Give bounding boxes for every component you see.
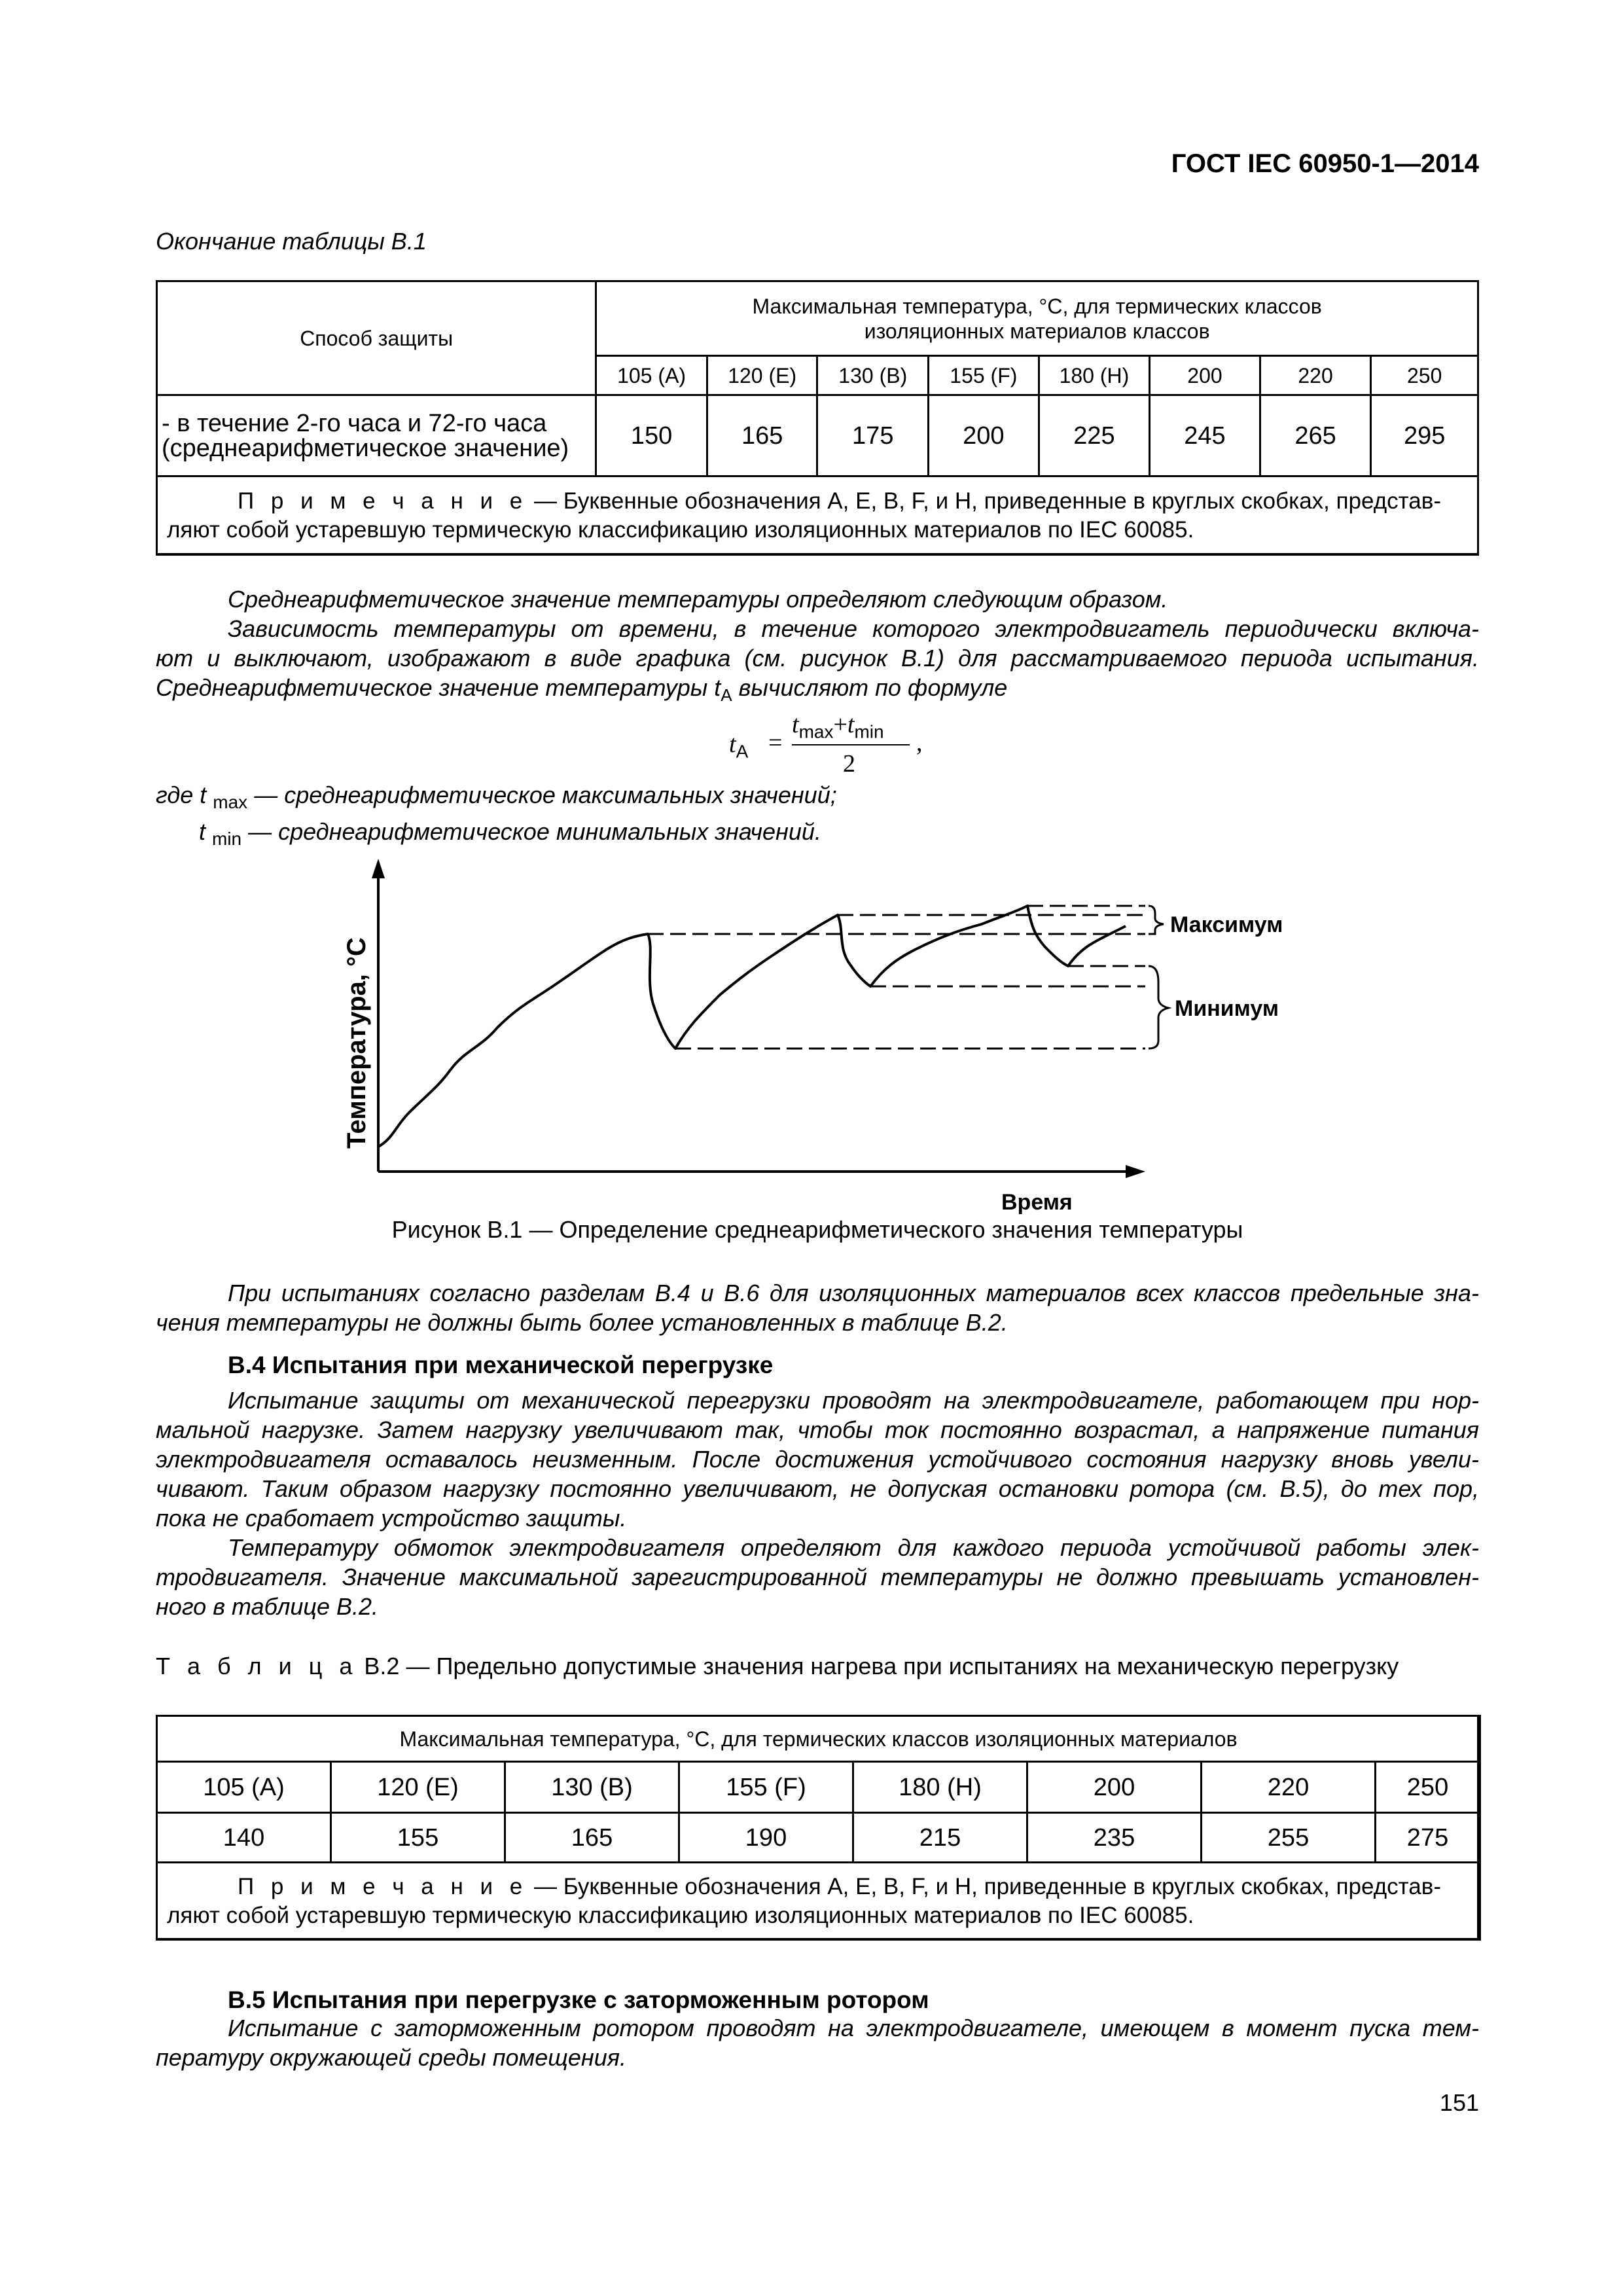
table-b1-note: П р и м е ч а н и е — Буквенные обозначения A, E, B, F, и H, приведенные в круглых скобках, представ- ляют собой устаревшую термическую классификацию изоляционных материалов по IEC 60085.	[157, 476, 1478, 555]
table-b2-class-cell: 105 (A)	[157, 1762, 331, 1813]
table-b1-value-cell: 225	[1039, 395, 1150, 476]
figure-b1-temperature-graph	[334, 851, 1315, 1217]
table-continuation-label: Окончание таблицы В.1	[156, 228, 427, 255]
section-b4-title: В.4 Испытания при механической перегрузке	[228, 1352, 774, 1378]
x-axis-label: Время	[1001, 1190, 1073, 1215]
figure-caption: Рисунок В.1 — Определение среднеарифметического значения температуры	[391, 1216, 1243, 1243]
paragraph-mean-temperature: Среднеарифметическое значение температуры определяют следующим образом. Зависимость температуры от времени, в течение которого электродвигатель периодически включа- ют и выключают, изображают в виде графика (см. рисунок В.1) для рассматриваемого периода испытания. Среднеарифметическое значение температуры $t_A$ вычисляют по формуле	[156, 586, 1479, 706]
table-b2-class-cell: 200	[1027, 1762, 1202, 1813]
section-b5-title: В.5 Испытания при перегрузке с заторможенным ротором	[228, 1986, 929, 2013]
table-b1-value-cell: 265	[1260, 395, 1371, 476]
formula-legend: где t $_{max}$ — среднеарифметическое максимальных значений; t $_{min}$ — среднеарифметическое минимальных значений.	[156, 781, 837, 850]
table-b1-value-cell: 245	[1150, 395, 1260, 476]
document-standard-code: ГОСТ IEC 60950-1—2014	[1171, 149, 1479, 178]
table-b2	[156, 1715, 1481, 1941]
table-row	[157, 1813, 1480, 1863]
table-b1-class-cell: 155 (F)	[929, 356, 1039, 395]
page-number: 151	[1439, 2089, 1479, 2116]
table-row	[157, 395, 1478, 476]
table-b2-value-cell: 140	[157, 1813, 331, 1863]
table-b1-class-cell: 120 (E)	[707, 356, 817, 395]
x-axis-arrow-icon	[1126, 1165, 1145, 1178]
table-b1-value-cell: 200	[929, 395, 1039, 476]
table-b1-value-cell: 295	[1371, 395, 1478, 476]
table-b2-class-cell: 220	[1202, 1762, 1376, 1813]
y-axis-arrow-icon	[372, 859, 385, 878]
table-b1-maxtemp-header: Максимальная температура, °С, для термических классов изоляционных материалов классов	[596, 281, 1478, 356]
table-b1-row-label: - в течение 2-го часа и 72-го часа (среднеарифметическое значение)	[157, 395, 596, 476]
label-maximum: Максимум	[1170, 912, 1283, 937]
label-minimum: Минимум	[1175, 996, 1279, 1021]
table-b2-class-cell: 180 (H)	[853, 1762, 1027, 1813]
temperature-curve	[378, 906, 1126, 1147]
section-b5-body: Испытание с заторможенным ротором проводят на электродвигателе, имеющем в момент пуска тем- пературу окружающей среды помещения.	[156, 2015, 1479, 2071]
min-brace	[1149, 966, 1168, 1049]
table-b1	[156, 280, 1479, 556]
table-b2-class-cell: 130 (B)	[505, 1762, 679, 1813]
table-b1-value-cell: 175	[817, 395, 929, 476]
table-b2-class-cell: 155 (F)	[679, 1762, 853, 1813]
fraction-bar	[792, 744, 910, 745]
table-b1-class-cell: 200	[1150, 356, 1260, 395]
table-b2-header: Максимальная температура, °С, для термических классов изоляционных материалов	[157, 1716, 1480, 1762]
table-b1-class-cell: 250	[1371, 356, 1478, 395]
table-b2-note: П р и м е ч а н и е — Буквенные обозначения A, E, B, F, и H, приведенные в круглых скобках, представ- ляют собой устаревшую термическую классификацию изоляционных материалов по IEC 60085.	[157, 1863, 1480, 1940]
table-b1-class-cell: 105 (A)	[596, 356, 707, 395]
table-b2-value-cell: 235	[1027, 1813, 1202, 1863]
table-b1-value-cell: 150	[596, 395, 707, 476]
table-b2-value-cell: 255	[1202, 1813, 1376, 1863]
table-b2-value-cell: 165	[505, 1813, 679, 1863]
y-axis-label: Температура, °С	[342, 937, 371, 1149]
table-b2-class-cell: 120 (E)	[331, 1762, 505, 1813]
table-b2-caption: Т а б л и ц а В.2 — Предельно допустимые значения нагрева при испытаниях на механическую перегрузку	[156, 1653, 1399, 1679]
table-b2-value-cell: 215	[853, 1813, 1027, 1863]
max-brace	[1149, 906, 1164, 934]
table-b2-value-cell: 155	[331, 1813, 505, 1863]
table-b1-value-cell: 165	[707, 395, 817, 476]
table-b2-class-cell: 250	[1376, 1762, 1480, 1813]
table-b1-class-cell: 180 (H)	[1039, 356, 1150, 395]
table-b1-class-cell: 130 (B)	[817, 356, 929, 395]
section-b4-body: Испытание защиты от механической перегрузки проводят на электродвигателе, работающем при нор- мальной нагрузке. Затем нагрузку увеличивают так, чтобы ток постоянно возрастал, а напряжение питания электродвигателя оставалось неизменным. После достижения устойчивого состояния нагрузку вновь увели- чивают. Таким образом нагрузку постоянно увеличивают, не допуская остановки ротора (см. В.5), до тех пор, пока не сработает устройство защиты. Температуру обмоток электродвигателя определяют для каждого периода устойчивой работы элек- тродвигателя. Значение максимальной зарегистрированной температуры не должно превышать установлен- ного в таблице В.2.	[156, 1387, 1479, 1620]
table-b2-value-cell: 190	[679, 1813, 853, 1863]
paragraph-limit-values: При испытаниях согласно разделам В.4 и В.6 для изоляционных материалов всех классов предельные зна- чения температуры не должны быть более установленных в таблице В.2.	[156, 1280, 1479, 1336]
table-b1-class-cell: 220	[1260, 356, 1371, 395]
table-b2-value-cell: 275	[1376, 1813, 1480, 1863]
formula-mean-temperature: $t_A$ = $t_{max}+t_{min}$ 2 ,	[729, 711, 923, 778]
table-b1-method-header: Способ защиты	[157, 281, 596, 395]
